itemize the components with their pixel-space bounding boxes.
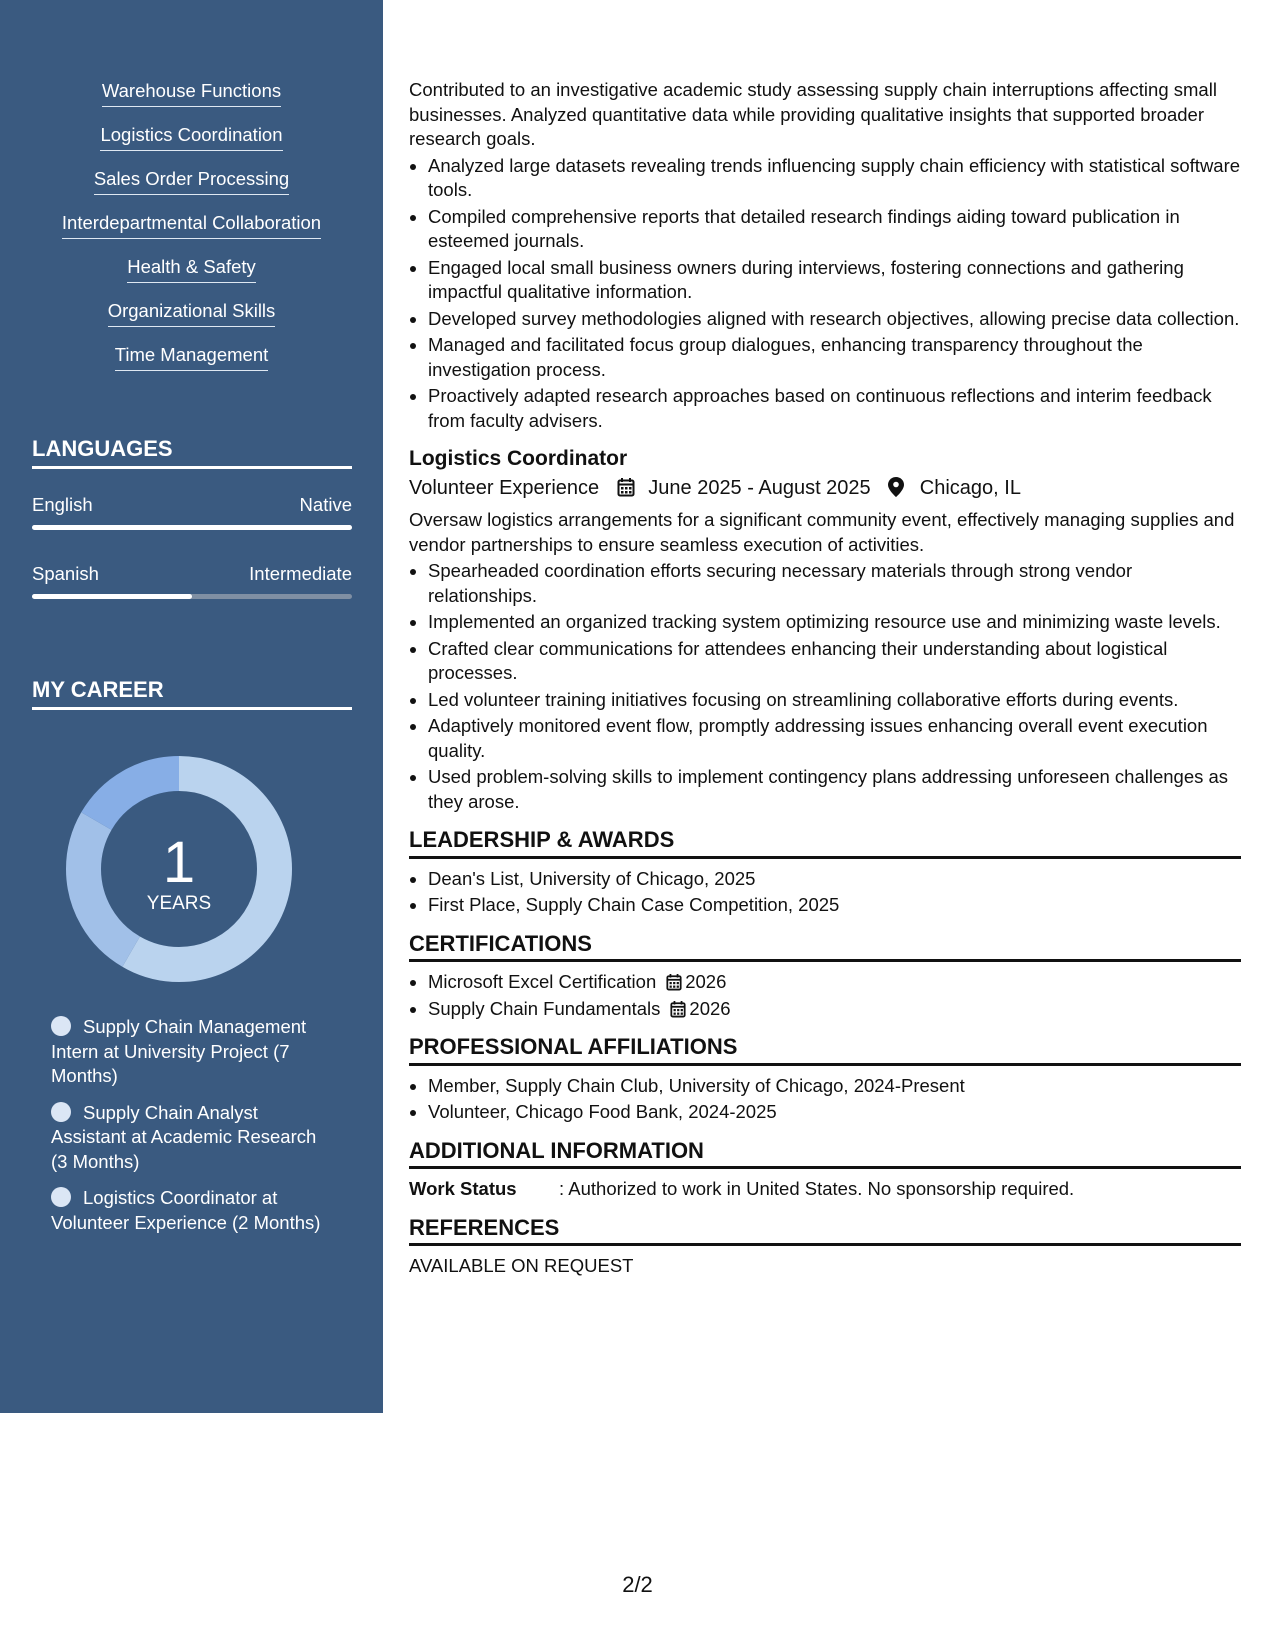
certifications-heading: CERTIFICATIONS xyxy=(409,932,1241,963)
list-item: • Spearheaded coordination efforts securing necessary materials through strong vendor relationships. xyxy=(428,559,1241,608)
list-item: • Proactively adapted research approaches based on continuous reflections and interim feedback from faculty advisers. xyxy=(428,384,1241,433)
research-summary: Contributed to an investigative academic study assessing supply chain interruptions affecting small businesses. Analyzed quantitative data while providing qualitative insights that supported broader research goals. xyxy=(409,79,1217,149)
language-name: Spanish xyxy=(32,563,99,584)
affiliations-list xyxy=(409,1074,1241,1125)
language-bar-fill xyxy=(32,594,192,599)
list-item: • Used problem-solving skills to implement contingency plans addressing unforeseen challenges as they arose. xyxy=(428,765,1241,814)
work-status-row xyxy=(409,1177,1241,1202)
page-number: 2/2 xyxy=(622,1572,653,1597)
list-item: • Analyzed large datasets revealing trends influencing supply chain efficiency with statistical software tools. xyxy=(428,154,1241,203)
career-heading: MY CAREER xyxy=(32,677,352,710)
job-meta xyxy=(409,476,1241,501)
job-org: Volunteer Experience xyxy=(409,476,600,499)
career-years-label: YEARS xyxy=(146,893,212,914)
list-item: • Compiled comprehensive reports that detailed research findings aiding toward publication in esteemed journals. xyxy=(428,205,1241,254)
job-title: Logistics Coordinator xyxy=(409,447,628,470)
language-bar-fill xyxy=(32,525,352,530)
additional-heading: ADDITIONAL INFORMATION xyxy=(409,1139,1241,1170)
career-item: Supply Chain Analyst Assistant at Academic Research (3 Months) xyxy=(51,1101,317,1172)
references-text: AVAILABLE ON REQUEST xyxy=(409,1255,634,1276)
career-item: Supply Chain Management Intern at University Project (7 Months) xyxy=(51,1016,307,1086)
language-row-english xyxy=(32,494,352,516)
career-list xyxy=(51,1015,336,1247)
calendar-icon xyxy=(617,477,635,497)
main-content xyxy=(409,78,1241,1279)
work-status-label: Work Status xyxy=(409,1178,517,1199)
list-item: • Dean's List, University of Chicago, 2025 xyxy=(428,867,1241,892)
location-pin-icon xyxy=(888,477,904,497)
awards-heading: LEADERSHIP & AWARDS xyxy=(409,828,1241,859)
skills-list xyxy=(0,80,383,388)
job-bullets xyxy=(409,559,1241,814)
career-donut-chart xyxy=(66,756,292,982)
list-item: • Developed survey methodologies aligned with research objectives, allowing precise data collection. xyxy=(428,307,1241,332)
affiliations-heading: PROFESSIONAL AFFILIATIONS xyxy=(409,1035,1241,1066)
work-status-value: : Authorized to work in United States. No sponsorship required. xyxy=(559,1178,1075,1199)
awards-list xyxy=(409,867,1241,918)
calendar-icon xyxy=(670,1000,686,1018)
job-dates: June 2025 - August 2025 xyxy=(648,476,871,499)
list-item: • Supply Chain Fundamentals 2026 xyxy=(428,997,1241,1022)
list-item: • Member, Supply Chain Club, University of Chicago, 2024-Present xyxy=(428,1074,1241,1099)
skill-item: Warehouse Functions xyxy=(102,80,281,107)
skill-item: Sales Order Processing xyxy=(94,168,289,195)
career-item: Logistics Coordinator at Volunteer Experience (2 Months) xyxy=(51,1187,321,1233)
language-row-spanish xyxy=(32,563,352,585)
research-bullets xyxy=(409,154,1241,434)
skill-item: Logistics Coordination xyxy=(100,124,282,151)
language-bar-spanish xyxy=(32,594,352,599)
list-item: • Adaptively monitored event flow, promptly addressing issues enhancing overall event execution quality. xyxy=(428,714,1241,763)
list-item: • Volunteer, Chicago Food Bank, 2024-2025 xyxy=(428,1100,1241,1125)
language-bar-english xyxy=(32,525,352,530)
career-years-value: 1 xyxy=(162,830,196,895)
list-item: • Engaged local small business owners during interviews, fostering connections and gathering impactful qualitative information. xyxy=(428,256,1241,305)
list-item: • Led volunteer training initiatives focusing on streamlining collaborative efforts during events. xyxy=(428,688,1241,713)
bullet-dot-icon xyxy=(51,1187,71,1207)
list-item: • First Place, Supply Chain Case Competition, 2025 xyxy=(428,893,1241,918)
sidebar xyxy=(0,0,383,1413)
list-item: • Implemented an organized tracking system optimizing resource use and minimizing waste levels. xyxy=(428,610,1241,635)
certifications-list xyxy=(409,970,1241,1021)
list-item: • Managed and facilitated focus group dialogues, enhancing transparency throughout the investigation process. xyxy=(428,333,1241,382)
job-location: Chicago, IL xyxy=(919,476,1021,499)
references-heading: REFERENCES xyxy=(409,1216,1241,1247)
skill-item: Interdepartmental Collaboration xyxy=(62,212,321,239)
calendar-icon xyxy=(666,973,682,991)
skill-item: Health & Safety xyxy=(127,256,256,283)
list-item: • Crafted clear communications for attendees enhancing their understanding about logistical processes. xyxy=(428,637,1241,686)
list-item: • Microsoft Excel Certification 2026 xyxy=(428,970,1241,995)
bullet-dot-icon xyxy=(51,1102,71,1122)
languages-heading: LANGUAGES xyxy=(32,436,352,469)
skill-item: Time Management xyxy=(115,344,269,371)
bullet-dot-icon xyxy=(51,1016,71,1036)
language-name: English xyxy=(32,494,93,515)
skill-item: Organizational Skills xyxy=(108,300,276,327)
language-level: Intermediate xyxy=(249,563,352,584)
job-summary: Oversaw logistics arrangements for a significant community event, effectively managing supplies and vendor partnerships to ensure seamless execution of activities. xyxy=(409,509,1235,555)
language-level: Native xyxy=(299,494,352,515)
